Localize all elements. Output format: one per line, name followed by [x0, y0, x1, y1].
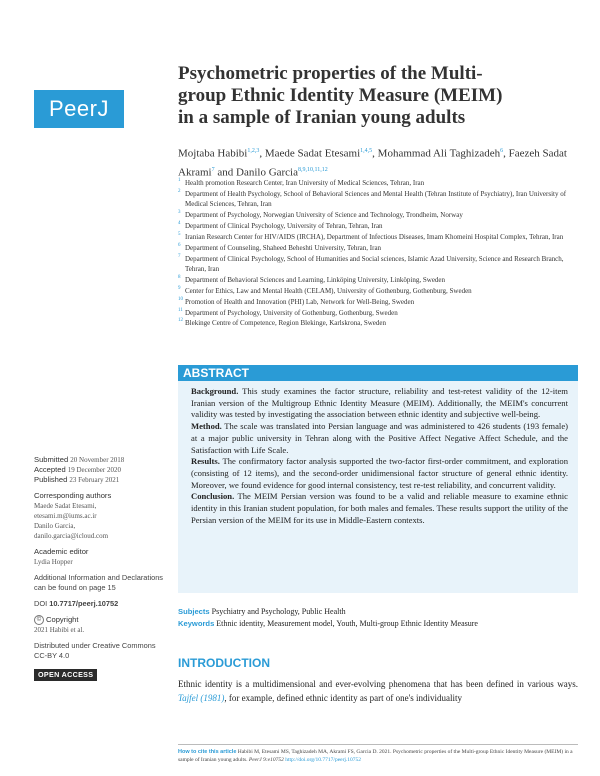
date-row: [34, 465, 169, 475]
subjects-keywords: [178, 606, 578, 630]
license-text[interactable]: Distributed under Creative Commons CC-BY 4.0: [34, 641, 156, 661]
doi-block: [34, 599, 169, 609]
affiliation-text: Department of Behavioral Sciences and Learning, Linköping University, Linköping, Sweden: [185, 275, 446, 284]
corresponding-email[interactable]: danilo.garcia@icloud.com: [34, 532, 109, 540]
abstract-section-text: The scale was translated into Persian language and was administered to 426 students (193 female) at a major public university in Tehran along with the Positive Affect Negative Affect Schedule, and the Satisfaction with Life Scale.: [191, 421, 568, 455]
intro-text: Ethnic identity is a multidimensional and ever-evolving phenomena that has been defined in various ways.: [178, 679, 578, 689]
author-list: [178, 143, 578, 180]
date-value: 23 February 2021: [69, 476, 120, 484]
affiliation-text: Department of Counseling, Shaheed Beheshti University, Tehran, Iran: [185, 243, 382, 252]
abstract-section-label: Results.: [191, 456, 220, 467]
author-affil-ref: 8,9,10,11,12: [298, 166, 328, 173]
affiliation-number: 11: [178, 307, 183, 313]
date-row: [34, 455, 169, 465]
additional-info[interactable]: Additional Information and Declarations can be found on page 15: [34, 573, 164, 592]
author-name[interactable]: Mojtaba Habibi: [178, 147, 248, 160]
intro-heading: INTRODUCTION: [178, 656, 270, 670]
editor-block: [34, 547, 169, 567]
affiliation-number: 1: [178, 178, 181, 183]
abstract-body: [178, 381, 578, 526]
subjects-row: [178, 606, 578, 618]
author-name[interactable]: Faezeh Sadat Akrami: [178, 147, 567, 179]
abstract-heading: ABSTRACT: [178, 365, 578, 381]
article-title: [178, 63, 568, 129]
abstract-section-text: The confirmatory factor analysis supported the two-factor first-order commitment, and exploration (consisting of 12 items), and the second-order unidimensional factor structure of general ethnic identity. Moreover, we found evidence for good internal consistency, test re-test reliability, and concurrent validity.: [191, 456, 568, 490]
author-name[interactable]: Mohammad Ali Taghizadeh: [377, 147, 501, 160]
affiliation-text: Promotion of Health and Innovation (PHI) Lab, Network for Well-Being, Sweden: [185, 297, 415, 306]
affiliation-item: [178, 178, 573, 188]
date-label: Published: [34, 475, 68, 484]
affiliation-text: Department of Health Psychology, School of Behavioral Sciences and Mental Health (Tehran Institute of Psychiatry), Iran University of Medical Sciences, Tehran, Iran: [185, 189, 567, 209]
affiliation-number: 7: [178, 253, 181, 259]
doi-label: DOI: [34, 599, 48, 608]
abstract-section-label: Method.: [191, 421, 222, 432]
peerj-logo: PeerJ: [34, 90, 124, 128]
date-value: 20 November 2018: [70, 456, 125, 464]
corresponding-label: Corresponding authors: [34, 491, 112, 500]
copyright-label: Copyright: [46, 615, 79, 624]
footer-divider: [178, 744, 578, 745]
affiliation-number: 2: [178, 188, 181, 194]
editor-label: Academic editor: [34, 547, 89, 556]
abstract-section-text: This study examines the factor structure, reliability and test-retest validity of the 12-item Iranian version of the Multigroup Ethnic Identity Measure (MEIM). Additionally, the MEIM's concurrent validity was tested by investigating the association between ethnic identity and subjective well-being.: [191, 386, 568, 420]
affiliation-text: Department of Clinical Psychology, University of Tehran, Tehran, Iran: [185, 221, 383, 230]
corresponding-name: Danilo Garcia,: [34, 522, 76, 530]
keywords-label: Keywords: [178, 619, 215, 628]
title-line: group Ethnic Identity Measure (MEIM): [178, 85, 503, 106]
abstract-section: [191, 421, 568, 456]
affiliation-text: Center for Ethics, Law and Mental Health (CELAM), University of Gothenburg, Gothenburg, Sweden: [185, 286, 472, 295]
intro-text: , for example, defined ethnic identity as part of one's individuality: [224, 693, 462, 703]
affiliation-number: 4: [178, 220, 181, 226]
affiliation-item: [178, 308, 573, 318]
title-line: in a sample of Iranian young adults: [178, 107, 466, 128]
open-access-badge: OPEN ACCESS: [34, 669, 97, 681]
author-sep: and: [214, 166, 236, 179]
affiliation-number: 10: [178, 296, 183, 302]
affiliation-list: [178, 178, 573, 329]
affiliation-number: 3: [178, 210, 181, 216]
affiliation-number: 5: [178, 231, 181, 237]
affiliation-item: [178, 254, 573, 275]
copyright-icon: ©: [34, 615, 44, 625]
abstract-section: [191, 491, 568, 526]
affiliation-text: Iranian Research Center for HIV/AIDS (IRCHA), Department of Infectious Diseases, Imam Khomeini Hospital Complex, Tehran, Iran: [185, 232, 564, 241]
date-row: [34, 475, 169, 485]
editor-name: Lydia Hopper: [34, 558, 73, 566]
affiliation-text: Department of Clinical Psychology, School of Humanities and Social sciences, Islamic Azad University, Science and Research Branch, Tehran, Iran: [185, 254, 564, 273]
title-line: Psychometric properties of the Multi-: [178, 63, 483, 84]
date-label: Submitted: [34, 455, 69, 464]
date-label: Accepted: [34, 465, 66, 474]
corresponding-email[interactable]: etesami.m@iums.ac.ir: [34, 512, 97, 520]
keywords-row: [178, 618, 578, 630]
affiliation-item: [178, 297, 573, 307]
affiliation-item: [178, 286, 573, 296]
affiliation-item: [178, 318, 573, 328]
author-sep: ,: [259, 147, 265, 160]
affiliation-number: 6: [178, 242, 181, 248]
keywords-value: Ethnic identity, Measurement model, Youth, Multi-group Ethnic Identity Measure: [216, 619, 478, 628]
affiliation-item: [178, 275, 573, 285]
author-affil-ref: 7: [211, 166, 215, 173]
author-sep: ,: [372, 147, 378, 160]
corresponding-name: Maede Sadat Etesami,: [34, 502, 97, 510]
author-affil-ref: 6: [500, 148, 504, 154]
article-sidebar: [34, 455, 169, 681]
abstract-section-label: Conclusion.: [191, 491, 235, 502]
date-value: 19 December 2020: [67, 466, 121, 474]
abstract-section: [191, 386, 568, 421]
affiliation-number: 8: [178, 274, 181, 280]
affiliation-item: [178, 221, 573, 231]
affiliation-item: [178, 210, 573, 220]
citation-link[interactable]: Tajfel (1981): [178, 693, 225, 703]
affiliation-text: Blekinge Centre of Competence, Region Blekinge, Karlskrona, Sweden: [185, 319, 387, 328]
citation-footer: [178, 748, 578, 764]
abstract-section-label: Background.: [191, 386, 239, 396]
author-affil-ref: 1,4,5: [360, 148, 373, 154]
author-name[interactable]: Maede Sadat Etesami: [264, 147, 361, 160]
author-sep: ,: [503, 147, 509, 160]
author-affil-ref: 1,2,3: [247, 148, 260, 154]
affiliation-item: [178, 232, 573, 242]
affiliation-text: Department of Psychology, Norwegian University of Science and Technology, Trondheim, Norway: [185, 211, 463, 220]
affiliation-text: Health promotion Research Center, Iran University of Medical Sciences, Tehran, Iran: [185, 179, 425, 187]
affiliation-number: 9: [178, 285, 181, 291]
abstract-section: [191, 456, 568, 491]
abstract-section-text: The MEIM Persian version was found to be a valid and reliable measure to examine ethnic identity in this Iranian student population, for both males and females. These results support the utility of the Persian version of the MEIM for its use in Middle-Eastern contexts.: [191, 491, 568, 525]
corresponding-block: [34, 491, 169, 541]
affiliation-item: [178, 243, 573, 253]
doi-link[interactable]: 10.7717/peerj.10752: [49, 599, 119, 608]
intro-paragraph: [178, 677, 578, 705]
footer-label: How to cite this article: [178, 749, 237, 755]
footer-doi-link[interactable]: http://doi.org/10.7717/peerj.10752: [285, 757, 362, 763]
author-name[interactable]: Danilo Garcia: [236, 166, 298, 179]
affiliation-item: [178, 189, 573, 210]
copyright-block: [34, 615, 169, 635]
affiliation-number: 12: [178, 318, 183, 324]
abstract-box: [178, 365, 578, 593]
affiliation-text: Department of Psychology, University of Gothenburg, Gothenburg, Sweden: [185, 308, 398, 317]
footer-journal: PeerJ 9:e10752: [248, 757, 284, 763]
copyright-text: 2021 Habibi et al.: [34, 626, 85, 635]
footer-text: Habibi M, Etesami MS, Taghizadeh MA, Akrami FS, Garcia D. 2021. Psychometric properties of the Multi-group Ethnic Identity Measure (MEIM) in a sample of Iranian young adults.: [178, 749, 573, 763]
subjects-label: Subjects: [178, 607, 210, 616]
subjects-value: Psychiatry and Psychology, Public Health: [211, 607, 346, 616]
dates-block: [34, 455, 169, 485]
